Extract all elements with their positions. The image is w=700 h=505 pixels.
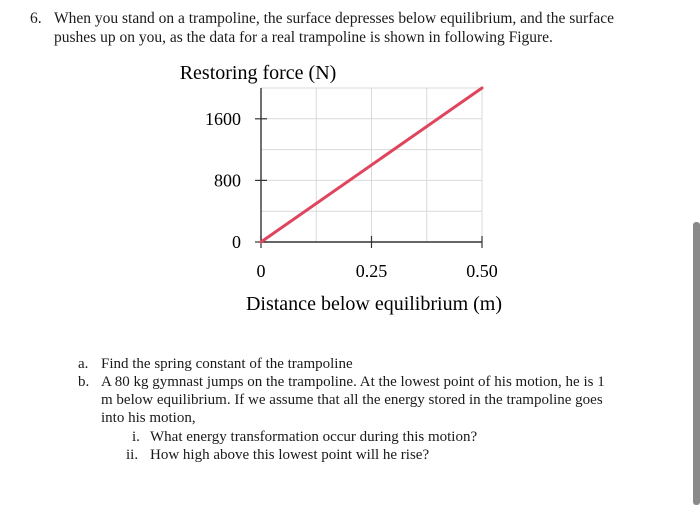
x-axis-label: Distance below equilibrium (m) — [245, 293, 503, 315]
chart-title: Restoring force (N) — [179, 62, 337, 84]
y-tick-label: 0 — [232, 232, 241, 252]
y-tick-label: 1600 — [205, 108, 241, 129]
chart-ticks — [205, 109, 498, 281]
part-b-text-line-2: m below equilibrium. If we assume that all the energy stored in the trampoline goes — [101, 392, 603, 408]
vertical-scrollbar[interactable] — [693, 222, 700, 505]
question-text-line-2: pushes up on you, as the data for a real trampoline is shown in following Figure. — [54, 29, 553, 46]
question-number: 6. — [30, 10, 42, 27]
part-b-text-line-3: into his motion, — [101, 410, 196, 426]
part-b-marker: b. — [78, 374, 90, 390]
part-i-text: What energy transformation occur during this motion? — [150, 429, 478, 445]
part-a-text: Find the spring constant of the trampoline — [101, 356, 353, 372]
part-i-marker: i. — [132, 429, 140, 445]
x-tick-label: 0.25 — [355, 261, 388, 281]
x-tick-label: 0.50 — [466, 261, 498, 281]
y-tick-label: 800 — [214, 170, 241, 191]
part-ii-marker: ii. — [126, 447, 139, 463]
part-ii-text: How high above this lowest point will he rise? — [150, 447, 430, 463]
part-a-marker: a. — [78, 356, 89, 372]
x-tick-label: 0 — [256, 261, 266, 281]
question-text-line-1: When you stand on a trampoline, the surface depresses below equilibrium, and the surface — [54, 10, 614, 27]
part-b-text-line-1: A 80 kg gymnast jumps on the trampoline. At the lowest point of his motion, he is 1 — [101, 374, 605, 390]
